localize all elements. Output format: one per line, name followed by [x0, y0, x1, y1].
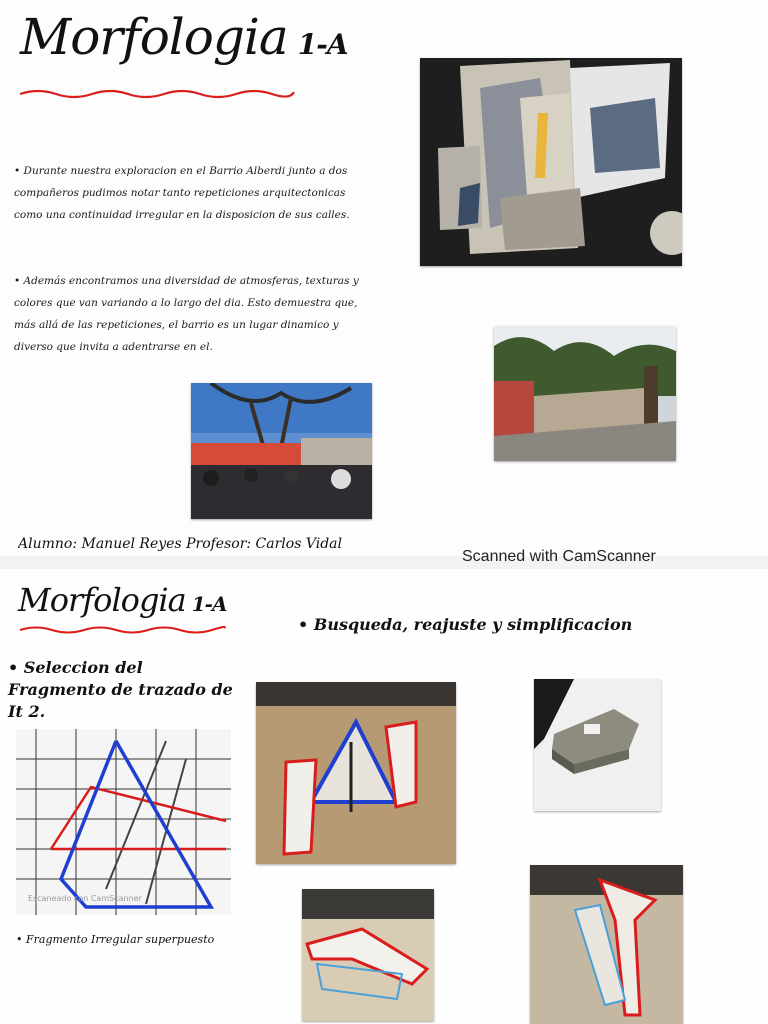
old-wall-tree-photo — [494, 326, 676, 461]
sketch-caption: • Fragmento Irregular superpuesto — [16, 933, 215, 946]
camscanner-watermark: Scanned with CamScanner — [462, 548, 656, 565]
fragment-trace-sketch — [16, 729, 231, 915]
model-photo-2 — [534, 679, 661, 811]
model-photo-4 — [530, 865, 683, 1024]
paragraph-1: • Durante nuestra exploracion en el Barrio Alberdi junto a dos compañeros pudimos notar tanto repeticiones arquitectonicas como una continuidad irregular en la disposicion de sus calles. — [14, 165, 350, 221]
model-photo-3 — [302, 889, 434, 1021]
paragraph-2: • Además encontramos una diversidad de atmosferas, texturas y colores que van variando a lo largo del dia. Esto demuestra que, más allá de las repeticiones, el barrio es un lugar dinamico y diverso que invita a adentrarse en el. — [14, 275, 359, 353]
model-photo-1 — [256, 682, 456, 864]
street-crowd-photo — [191, 383, 372, 519]
title-underline-2 — [18, 623, 228, 635]
title-underline — [18, 86, 298, 100]
left-heading: • Seleccion del Fragmento de trazado de It 2. — [8, 658, 233, 721]
right-heading: • Busqueda, reajuste y simplificacion — [298, 615, 633, 634]
street-collage-photo — [420, 58, 682, 266]
sketch-watermark: Escaneado con CamScanner — [28, 894, 142, 903]
page-title-2: Morfologia 1-A — [18, 581, 227, 619]
page-title: Morfologia 1-A — [20, 8, 348, 66]
author-footer: Alumno: Manuel Reyes Profesor: Carlos Vidal — [18, 536, 342, 552]
scanned-page-2 — [0, 569, 768, 1024]
